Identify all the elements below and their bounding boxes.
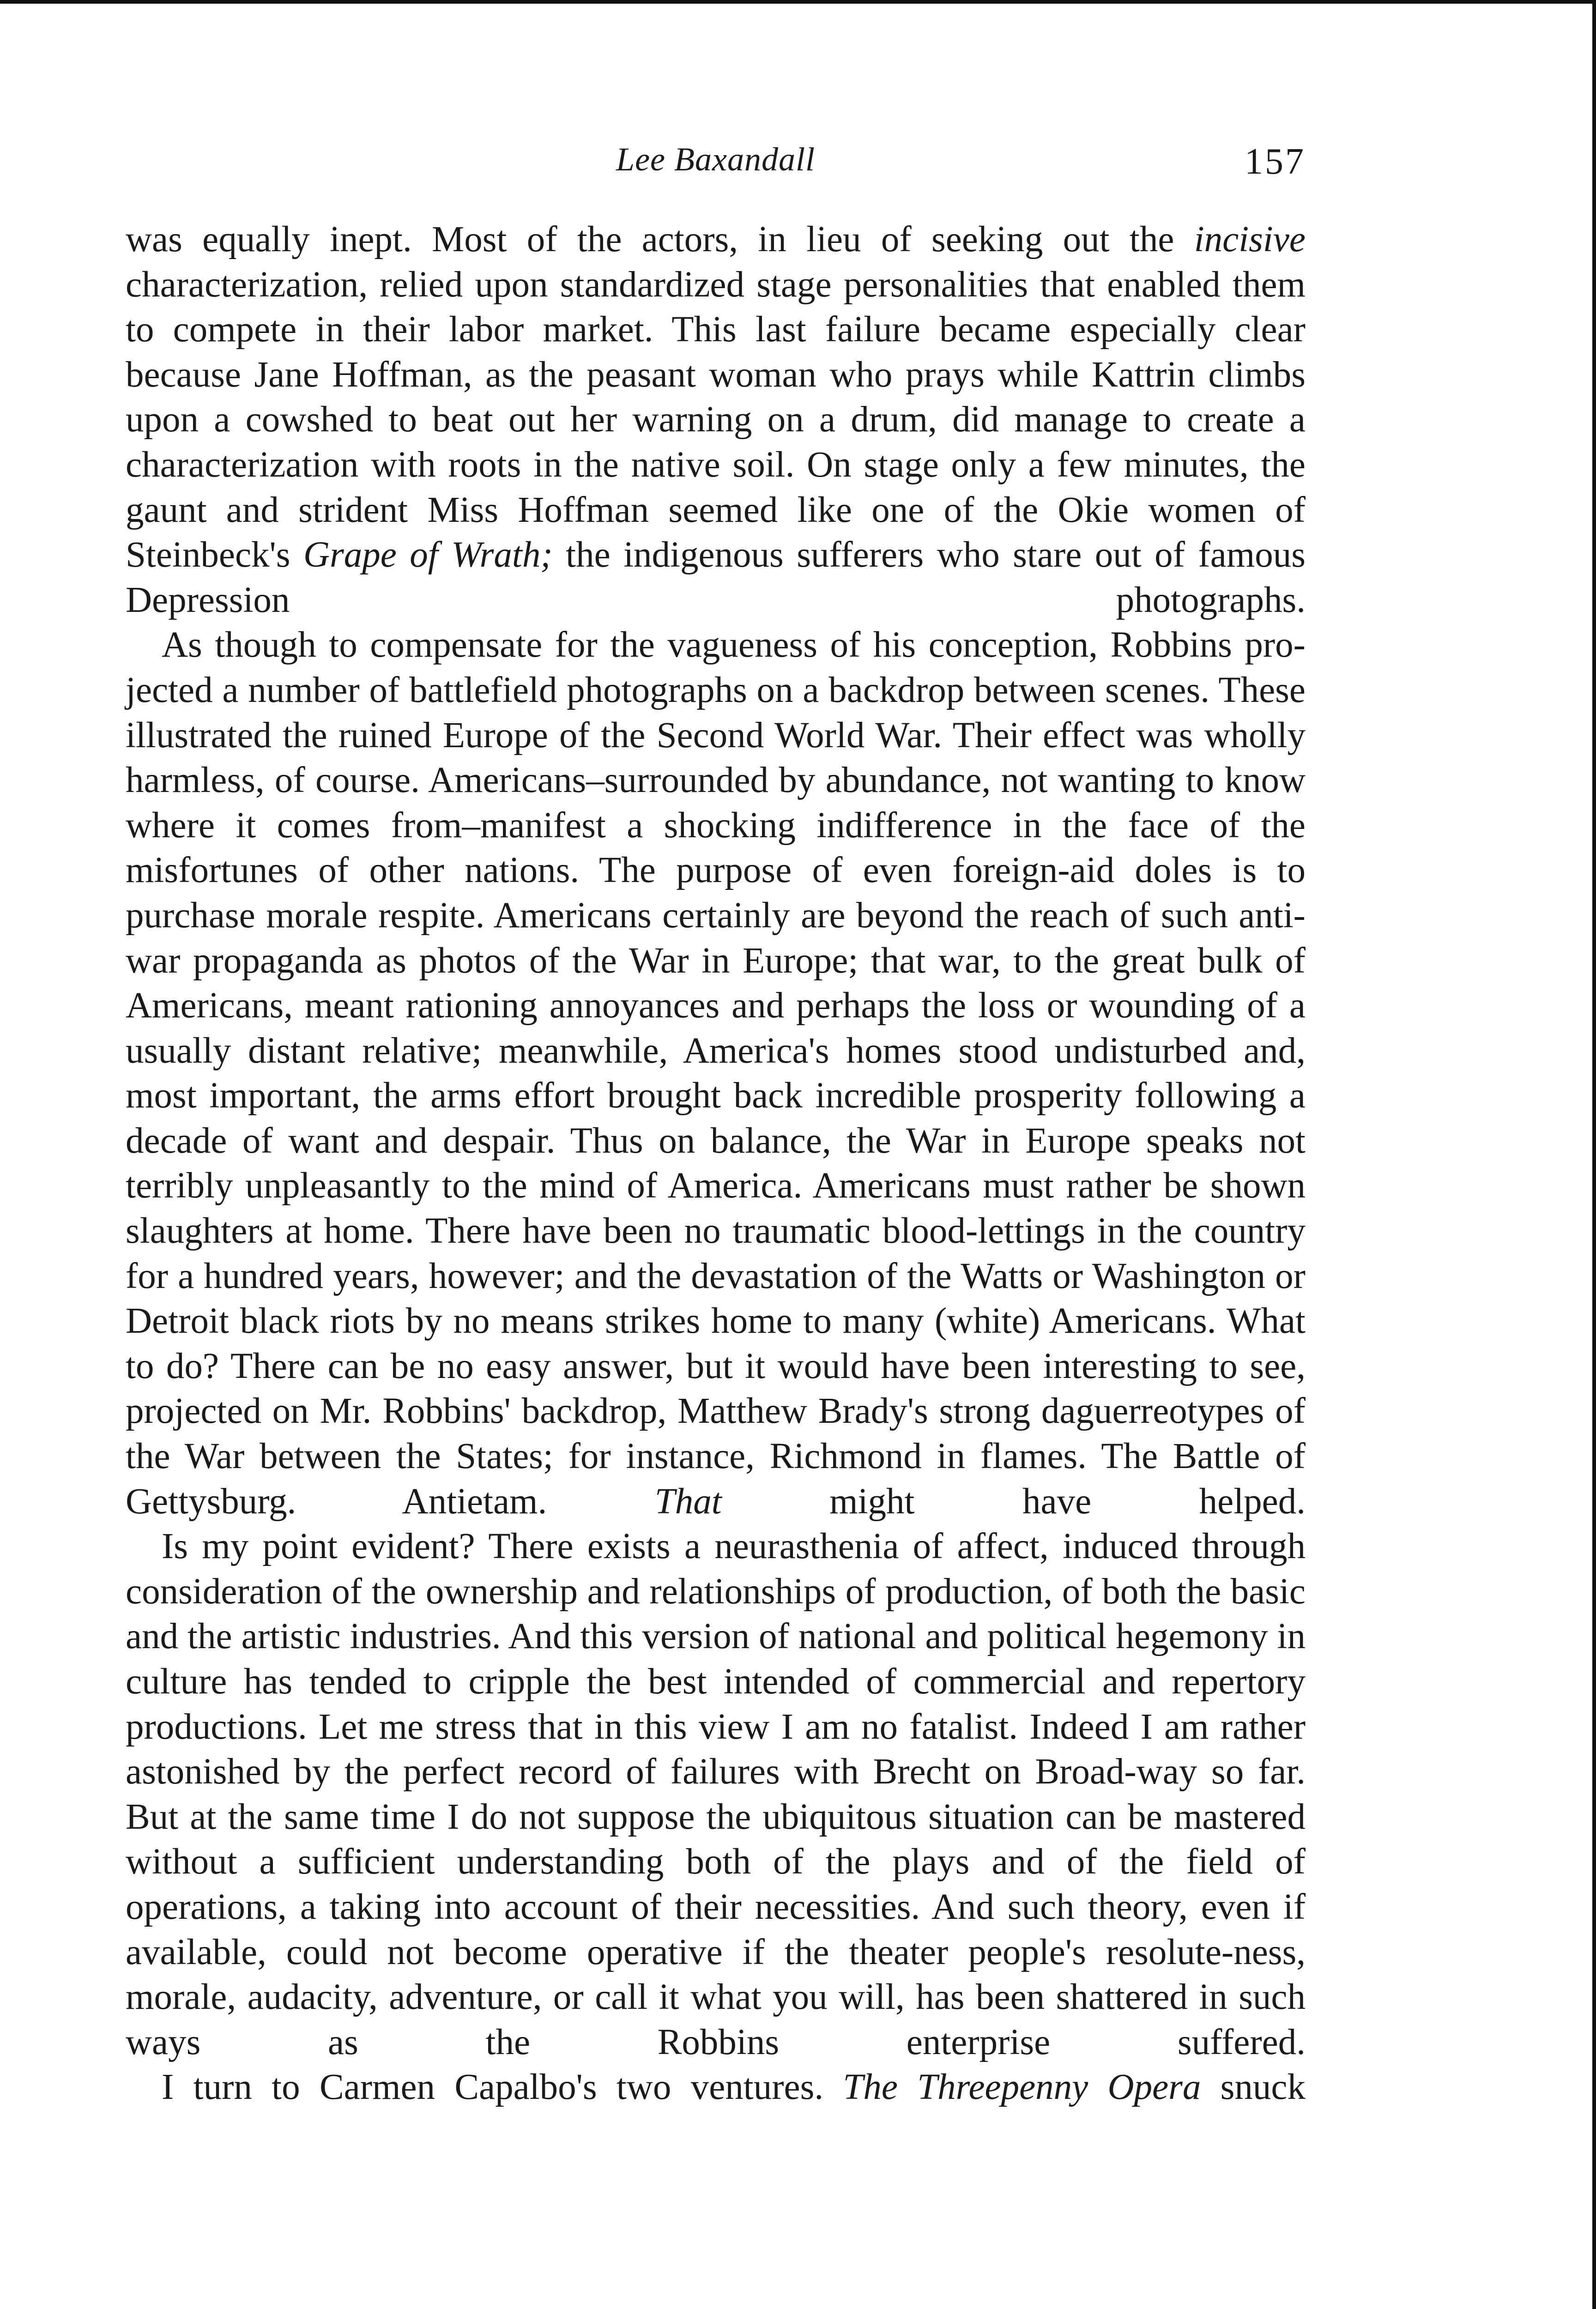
- paragraph: I turn to Carmen Capalbo's two ventures. The Threepenny Opera snuck: [162, 2067, 1306, 2108]
- italic-run: Grape of Wrath;: [303, 535, 553, 575]
- running-title: Lee Baxandall: [616, 141, 815, 178]
- paragraph: was equally inept. Most of the actors, in lieu of seeking out the incisive characterization, relied upon standardized stage personalities that enabled them to compete in their labor market. This last failure became especially clear because Jane Hoffman, as the peasant woman who prays while Kattrin climbs upon a cowshed to beat out her warning on a drum, did manage to create a characterization with roots in the native soil. On stage only a few minutes, the gaunt and strident Miss Hoffman seemed like one of the Okie women of Steinbeck's Grape of Wrath; the indigenous sufferers who stare out of famous Depression photographs.: [126, 219, 1306, 620]
- paragraph: As though to compensate for the vagueness of his conception, Robbins pro-jected a number of battlefield photographs on a backdrop between scenes. These illustrated the ruined Europe of the Second World War. Their effect was wholly harmless, of course. Americans–surrounded by abundance, not wanting to know where it comes from–manifest a shocking indifference in the face of the misfortunes of other nations. The purpose of even foreign-aid doles is to purchase morale respite. Americans certainly are beyond the reach of such anti-war propaganda as photos of the War in Europe; that war, to the great bulk of Americans, meant rationing annoyances and perhaps the loss or wounding of a usually distant relative; meanwhile, America's homes stood undisturbed and, most important, the arms effort brought back incredible prosperity following a decade of want and despair. Thus on balance, the War in Europe speaks not terribly unpleasantly to the mind of America. Americans must rather be shown slaughters at home. There have been no traumatic blood-lettings in the country for a hundred years, however; and the devastation of the Watts or Washington or Detroit black riots by no means strikes home to many (white) Americans. What to do? There can be no easy answer, but it would have been interesting to see, projected on Mr. Robbins' backdrop, Matthew Brady's strong daguerreotypes of the War between the States; for instance, Richmond in flames. The Battle of Gettysburg. Antietam. That might have helped.: [126, 625, 1306, 1522]
- italic-run: incisive: [1194, 219, 1306, 260]
- scan-edge-top: [0, 0, 1596, 4]
- italic-run: That: [654, 1481, 722, 1522]
- italic-run: The Threepenny Opera: [843, 2067, 1201, 2108]
- body-text: [126, 217, 1306, 2110]
- page-number: 157: [1245, 141, 1306, 182]
- paragraph: Is my point evident? There exists a neurasthenia of affect, induced through consideration of the ownership and relationships of production, of both the basic and the artistic industries. And this version of national and political hegemony in culture has tended to cripple the best intended of commercial and repertory productions. Let me stress that in this view I am no fatalist. Indeed I am rather astonished by the perfect record of failures with Brecht on Broad-way so far. But at the same time I do not suppose the ubiquitous situation can be mastered without a sufficient understanding both of the plays and of the field of operations, a taking into account of their necessities. And such theory, even if available, could not become operative if the theater people's resolute-ness, morale, audacity, adventure, or call it what you will, has been shattered in such ways as the Robbins enterprise suffered.: [126, 1526, 1306, 2062]
- scan-edge-right: [1592, 0, 1596, 2309]
- running-head: [126, 134, 1306, 185]
